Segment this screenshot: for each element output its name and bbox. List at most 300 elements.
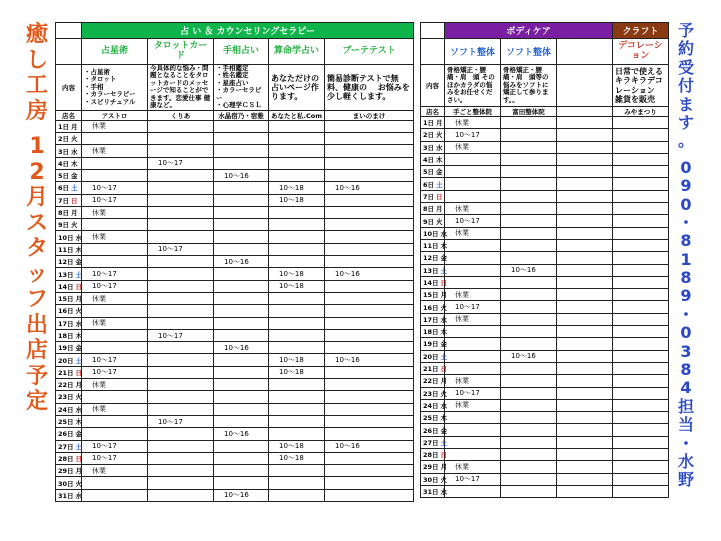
right-description: 骨格矯正・腰痛・肩 頭等の悩みをソフトに矯正して参ります。。	[501, 65, 557, 107]
weekday: 木	[71, 159, 78, 168]
schedule-cell	[613, 362, 669, 374]
day-number: 30日	[423, 475, 439, 484]
schedule-cell	[148, 403, 214, 415]
right-subhead-empty	[557, 39, 613, 65]
schedule-cell	[613, 412, 669, 424]
schedule-cell	[82, 391, 148, 403]
weekday: 土	[440, 438, 448, 447]
right-title-char: 9	[680, 176, 692, 196]
day-cell	[421, 129, 445, 141]
table-row	[56, 206, 414, 218]
weekday: 金	[440, 426, 448, 435]
day-cell	[421, 461, 448, 473]
day-number: 17日	[423, 315, 439, 324]
day-number: 2日	[58, 135, 70, 144]
weekday: 日	[436, 192, 443, 201]
day-cell	[421, 252, 448, 264]
day-number: 24日	[423, 401, 439, 410]
left-title-char: 出	[25, 312, 48, 338]
schedule-cell	[445, 436, 501, 448]
day-number: 28日	[423, 451, 439, 460]
day-number: 3日	[58, 147, 70, 156]
left-schedule-table	[55, 22, 414, 502]
table-row	[421, 313, 669, 325]
schedule-cell	[214, 403, 269, 415]
weekday: 水	[440, 315, 448, 324]
table-row	[56, 157, 414, 169]
schedule-cell: 10～16	[214, 428, 269, 440]
left-title-char: ス	[25, 210, 48, 236]
schedule-cell	[557, 239, 613, 251]
schedule-cell	[325, 170, 414, 182]
schedule-cell: 10～17	[148, 157, 214, 169]
left-subhead: 算命学占い	[269, 39, 325, 65]
day-cell	[56, 477, 82, 489]
table-row	[421, 289, 669, 301]
schedule-cell	[325, 243, 414, 255]
schedule-cell	[501, 436, 557, 448]
right-description: 骨格矯正・腰痛・肩 頭 そのほかカラダの悩みをお任せください。	[445, 65, 501, 107]
schedule-cell	[613, 215, 669, 227]
table-row	[421, 153, 669, 165]
schedule-cell	[82, 170, 148, 182]
schedule-cell	[148, 170, 214, 182]
schedule-cell	[501, 399, 557, 411]
weekday: 火	[436, 131, 443, 140]
schedule-cell	[214, 317, 269, 329]
schedule-cell	[148, 428, 214, 440]
day-number: 5日	[58, 172, 70, 181]
schedule-cell	[613, 399, 669, 411]
right-title-char: 予	[677, 21, 694, 40]
schedule-cell: 休業	[445, 375, 501, 387]
schedule-cell	[269, 219, 325, 231]
schedule-cell	[269, 317, 325, 329]
schedule-cell	[445, 264, 501, 276]
weekday: 木	[440, 242, 448, 251]
table-row	[421, 190, 669, 202]
schedule-cell	[445, 338, 501, 350]
weekday: 土	[436, 180, 443, 189]
left-title-char: 予	[25, 363, 48, 389]
left-subhead: タロットカード	[148, 39, 214, 65]
weekday: 木	[436, 156, 443, 165]
table-row	[421, 375, 669, 387]
table-row	[421, 485, 669, 497]
schedule-cell	[269, 292, 325, 304]
table-row	[56, 194, 414, 206]
day-cell	[421, 473, 448, 485]
schedule-cell	[148, 366, 214, 378]
schedule-cell	[557, 387, 613, 399]
day-cell	[421, 153, 445, 165]
day-cell	[421, 215, 445, 227]
weekday: 木	[75, 332, 83, 340]
schedule-cell	[613, 227, 669, 239]
schedule-cell	[501, 473, 557, 485]
schedule-cell	[613, 313, 669, 325]
table-row	[56, 329, 414, 341]
schedule-cell	[325, 489, 414, 501]
day-number: 4日	[423, 156, 435, 165]
day-cell	[421, 190, 445, 202]
right-title-char: 野	[677, 470, 694, 490]
day-number: 18日	[58, 332, 74, 340]
schedule-cell	[325, 133, 414, 145]
schedule-cell	[557, 473, 613, 485]
table-row	[421, 424, 669, 436]
weekday: 金	[75, 430, 83, 439]
left-description: 簡易診断テストで無料、健康の お悩みを少し軽くします。	[325, 65, 414, 111]
table-row	[421, 338, 669, 350]
schedule-cell	[501, 239, 557, 251]
day-number: 17日	[58, 319, 74, 328]
day-cell	[56, 305, 82, 317]
schedule-cell	[445, 412, 501, 424]
schedule-cell	[557, 227, 613, 239]
schedule-cell: 10～16	[214, 489, 269, 501]
weekday: 火	[440, 389, 448, 398]
schedule-cell: 10～17	[148, 243, 214, 255]
day-cell	[56, 243, 82, 255]
right-header-craft: クラフト	[613, 23, 669, 39]
schedule-cell	[325, 415, 414, 427]
schedule-cell	[557, 326, 613, 338]
day-number: 10日	[423, 229, 439, 238]
left-column-head: あなたと私.Com	[269, 110, 325, 120]
schedule-cell	[445, 424, 501, 436]
day-cell	[56, 194, 82, 206]
day-cell	[56, 206, 82, 218]
weekday: 木	[440, 414, 448, 423]
weekday: 火	[440, 303, 448, 312]
table-row	[421, 362, 669, 374]
day-cell	[421, 301, 448, 313]
schedule-cell	[214, 182, 269, 194]
schedule-cell	[557, 375, 613, 387]
weekday: 金	[75, 258, 83, 267]
day-cell	[421, 449, 448, 461]
schedule-cell	[557, 153, 613, 165]
table-row	[421, 264, 669, 276]
table-row	[56, 120, 414, 132]
right-title-char: 約	[677, 39, 694, 59]
weekday: 水	[71, 147, 78, 156]
schedule-cell	[214, 354, 269, 366]
schedule-cell	[557, 412, 613, 424]
schedule-cell	[325, 219, 414, 231]
left-subhead: ブーテテスト	[325, 39, 414, 65]
schedule-cell	[214, 452, 269, 464]
schedule-cell	[613, 166, 669, 178]
schedule-cell	[148, 268, 214, 280]
schedule-cell	[148, 379, 214, 391]
weekday: 月	[71, 122, 78, 131]
schedule-cell	[613, 449, 669, 461]
left-title-char: 1	[29, 134, 45, 160]
day-number: 21日	[58, 368, 74, 377]
schedule-cell	[148, 133, 214, 145]
day-number: 13日	[58, 270, 74, 279]
table-row	[421, 350, 669, 362]
table-row	[421, 399, 669, 411]
day-number: 25日	[423, 414, 439, 423]
left-subhead: 手相占い	[214, 39, 269, 65]
schedule-cell	[214, 157, 269, 169]
table-row	[56, 465, 414, 477]
schedule-cell	[325, 145, 414, 157]
schedule-cell	[325, 452, 414, 464]
day-number: 4日	[58, 159, 70, 168]
schedule-cell	[325, 157, 414, 169]
day-cell	[56, 379, 82, 391]
schedule-cell	[148, 182, 214, 194]
schedule-cell	[501, 276, 557, 288]
day-cell	[56, 329, 82, 341]
weekday: 水	[75, 491, 83, 500]
weekday: 火	[75, 393, 83, 402]
left-column-head: まいのまけ	[325, 110, 414, 120]
weekday: 金	[436, 168, 443, 177]
day-cell	[421, 338, 448, 350]
weekday: 水	[75, 233, 83, 242]
schedule-cell: 休業	[445, 289, 501, 301]
schedule-cell	[613, 239, 669, 251]
weekday: 月	[436, 119, 443, 128]
weekday: 日	[75, 454, 83, 463]
table-row	[56, 280, 414, 292]
schedule-cell	[148, 194, 214, 206]
schedule-cell	[557, 461, 613, 473]
day-cell	[421, 399, 448, 411]
schedule-cell: 10～16	[325, 440, 414, 452]
right-title-char: 3	[680, 341, 692, 361]
table-row	[421, 461, 669, 473]
schedule-cell: 10～18	[269, 452, 325, 464]
day-number: 8日	[58, 209, 70, 218]
schedule-cell: 10～17	[148, 329, 214, 341]
day-cell	[421, 178, 445, 190]
schedule-cell	[445, 178, 501, 190]
weekday: 木	[75, 418, 83, 427]
schedule-cell	[557, 252, 613, 264]
schedule-cell	[557, 129, 613, 141]
schedule-cell	[269, 391, 325, 403]
weekday: 水	[440, 401, 448, 410]
schedule-cell	[613, 350, 669, 362]
schedule-cell: 10～17	[82, 182, 148, 194]
weekday: 日	[440, 451, 448, 460]
schedule-cell: 休業	[82, 145, 148, 157]
schedule-cell	[501, 449, 557, 461]
day-number: 13日	[423, 266, 439, 275]
schedule-cell: 10～17	[148, 415, 214, 427]
day-number: 12日	[423, 254, 439, 263]
day-number: 31日	[58, 491, 74, 500]
weekday: 日	[71, 196, 78, 205]
day-cell	[56, 489, 82, 501]
right-column-head-empty	[557, 107, 613, 117]
schedule-cell	[214, 206, 269, 218]
schedule-cell	[557, 301, 613, 313]
day-cell	[421, 387, 448, 399]
schedule-cell	[613, 485, 669, 497]
schedule-cell	[325, 403, 414, 415]
schedule-cell	[325, 342, 414, 354]
schedule-cell	[148, 292, 214, 304]
schedule-cell	[148, 256, 214, 268]
schedule-cell: 10～17	[82, 452, 148, 464]
schedule-cell	[148, 342, 214, 354]
schedule-cell: 10～18	[269, 280, 325, 292]
table-row	[56, 243, 414, 255]
left-title-char: 癒	[25, 22, 48, 47]
schedule-cell	[148, 477, 214, 489]
schedule-cell	[325, 366, 414, 378]
schedule-cell: 休業	[445, 461, 501, 473]
schedule-cell	[325, 194, 414, 206]
schedule-cell	[148, 317, 214, 329]
table-row	[56, 366, 414, 378]
day-number: 19日	[423, 340, 439, 349]
schedule-cell	[501, 485, 557, 497]
day-cell	[421, 412, 448, 424]
schedule-cell	[82, 428, 148, 440]
schedule-cell: 10～18	[269, 354, 325, 366]
right-column-head: 手ごと整体院	[445, 107, 501, 117]
left-vertical-title	[22, 22, 52, 502]
schedule-cell	[269, 489, 325, 501]
schedule-cell: 10～17	[445, 301, 501, 313]
schedule-cell	[557, 215, 613, 227]
weekday: 水	[440, 229, 448, 238]
weekday: 金	[440, 254, 448, 263]
table-row	[421, 129, 669, 141]
schedule-cell	[82, 219, 148, 231]
day-cell	[56, 342, 82, 354]
schedule-cell: 10～16	[214, 256, 269, 268]
schedule-cell	[325, 391, 414, 403]
schedule-cell: 10～17	[445, 215, 501, 227]
right-title-char: 4	[680, 378, 692, 398]
table-row	[56, 133, 414, 145]
weekday: 火	[440, 475, 448, 484]
table-row	[56, 403, 414, 415]
day-cell	[421, 424, 448, 436]
weekday: 月	[71, 209, 78, 218]
schedule-cell	[445, 252, 501, 264]
day-cell	[56, 268, 82, 280]
schedule-cell	[501, 362, 557, 374]
schedule-cell	[445, 485, 501, 497]
day-number: 19日	[58, 344, 74, 353]
schedule-cell	[269, 145, 325, 157]
schedule-cell	[269, 120, 325, 132]
schedule-cell	[613, 424, 669, 436]
left-column-head: アストロ	[82, 110, 148, 120]
schedule-cell	[613, 276, 669, 288]
schedule-cell	[325, 477, 414, 489]
left-description: ・占星術 ・タロット ・手相 ・カラーセラピー ・スピリチュアル	[82, 65, 148, 111]
day-cell	[56, 170, 82, 182]
day-cell	[421, 485, 448, 497]
day-cell	[421, 289, 448, 301]
schedule-cell: 休業	[82, 292, 148, 304]
schedule-cell	[269, 403, 325, 415]
schedule-cell: 10～18	[269, 366, 325, 378]
schedule-cell	[148, 354, 214, 366]
table-row	[56, 268, 414, 280]
left-title-char: 店	[25, 338, 48, 364]
day-cell	[421, 436, 448, 448]
day-number: 25日	[58, 418, 74, 427]
weekday: 水	[75, 405, 83, 414]
right-column-head: 店名	[421, 107, 445, 117]
right-title-char: 当	[677, 415, 694, 435]
table-row	[56, 477, 414, 489]
day-cell	[421, 326, 448, 338]
day-number: 14日	[423, 279, 439, 287]
table-row	[421, 276, 669, 288]
schedule-cell: 休業	[445, 141, 501, 153]
schedule-cell	[214, 145, 269, 157]
schedule-cell	[269, 305, 325, 317]
schedule-cell: 休業	[445, 399, 501, 411]
schedule-cell: 休業	[82, 206, 148, 218]
schedule-cell	[501, 326, 557, 338]
table-row	[421, 141, 669, 153]
day-number: 15日	[58, 295, 74, 304]
day-number: 6日	[58, 184, 70, 193]
weekday: 火	[71, 135, 78, 144]
schedule-cell	[501, 375, 557, 387]
schedule-cell	[325, 317, 414, 329]
day-number: 12日	[58, 258, 74, 267]
weekday: 火	[75, 307, 83, 316]
weekday: 水	[440, 488, 448, 497]
weekday: 火	[75, 479, 83, 488]
day-number: 9日	[58, 221, 70, 230]
weekday: 月	[75, 295, 83, 304]
schedule-cell	[445, 362, 501, 374]
left-title-char: 工	[25, 73, 48, 99]
right-subhead: ソフト整体	[501, 39, 557, 65]
table-row	[421, 301, 669, 313]
schedule-cell	[214, 231, 269, 243]
schedule-cell	[501, 301, 557, 313]
schedule-cell	[148, 120, 214, 132]
weekday: 水	[436, 143, 443, 152]
table-row	[421, 473, 669, 485]
schedule-cell	[557, 276, 613, 288]
schedule-cell: 10～18	[269, 440, 325, 452]
day-number: 14日	[58, 282, 74, 291]
schedule-cell: 10～17	[82, 280, 148, 292]
left-column-head: くりあ	[148, 110, 214, 120]
schedule-cell	[214, 465, 269, 477]
schedule-cell	[325, 206, 414, 218]
schedule-cell	[148, 452, 214, 464]
day-cell	[56, 415, 82, 427]
schedule-cell	[325, 305, 414, 317]
schedule-cell	[269, 415, 325, 427]
schedule-cell	[613, 436, 669, 448]
table-row	[56, 231, 414, 243]
table-row	[56, 379, 414, 391]
left-title-char: 房	[25, 98, 48, 124]
schedule-cell	[557, 449, 613, 461]
day-cell	[56, 403, 82, 415]
